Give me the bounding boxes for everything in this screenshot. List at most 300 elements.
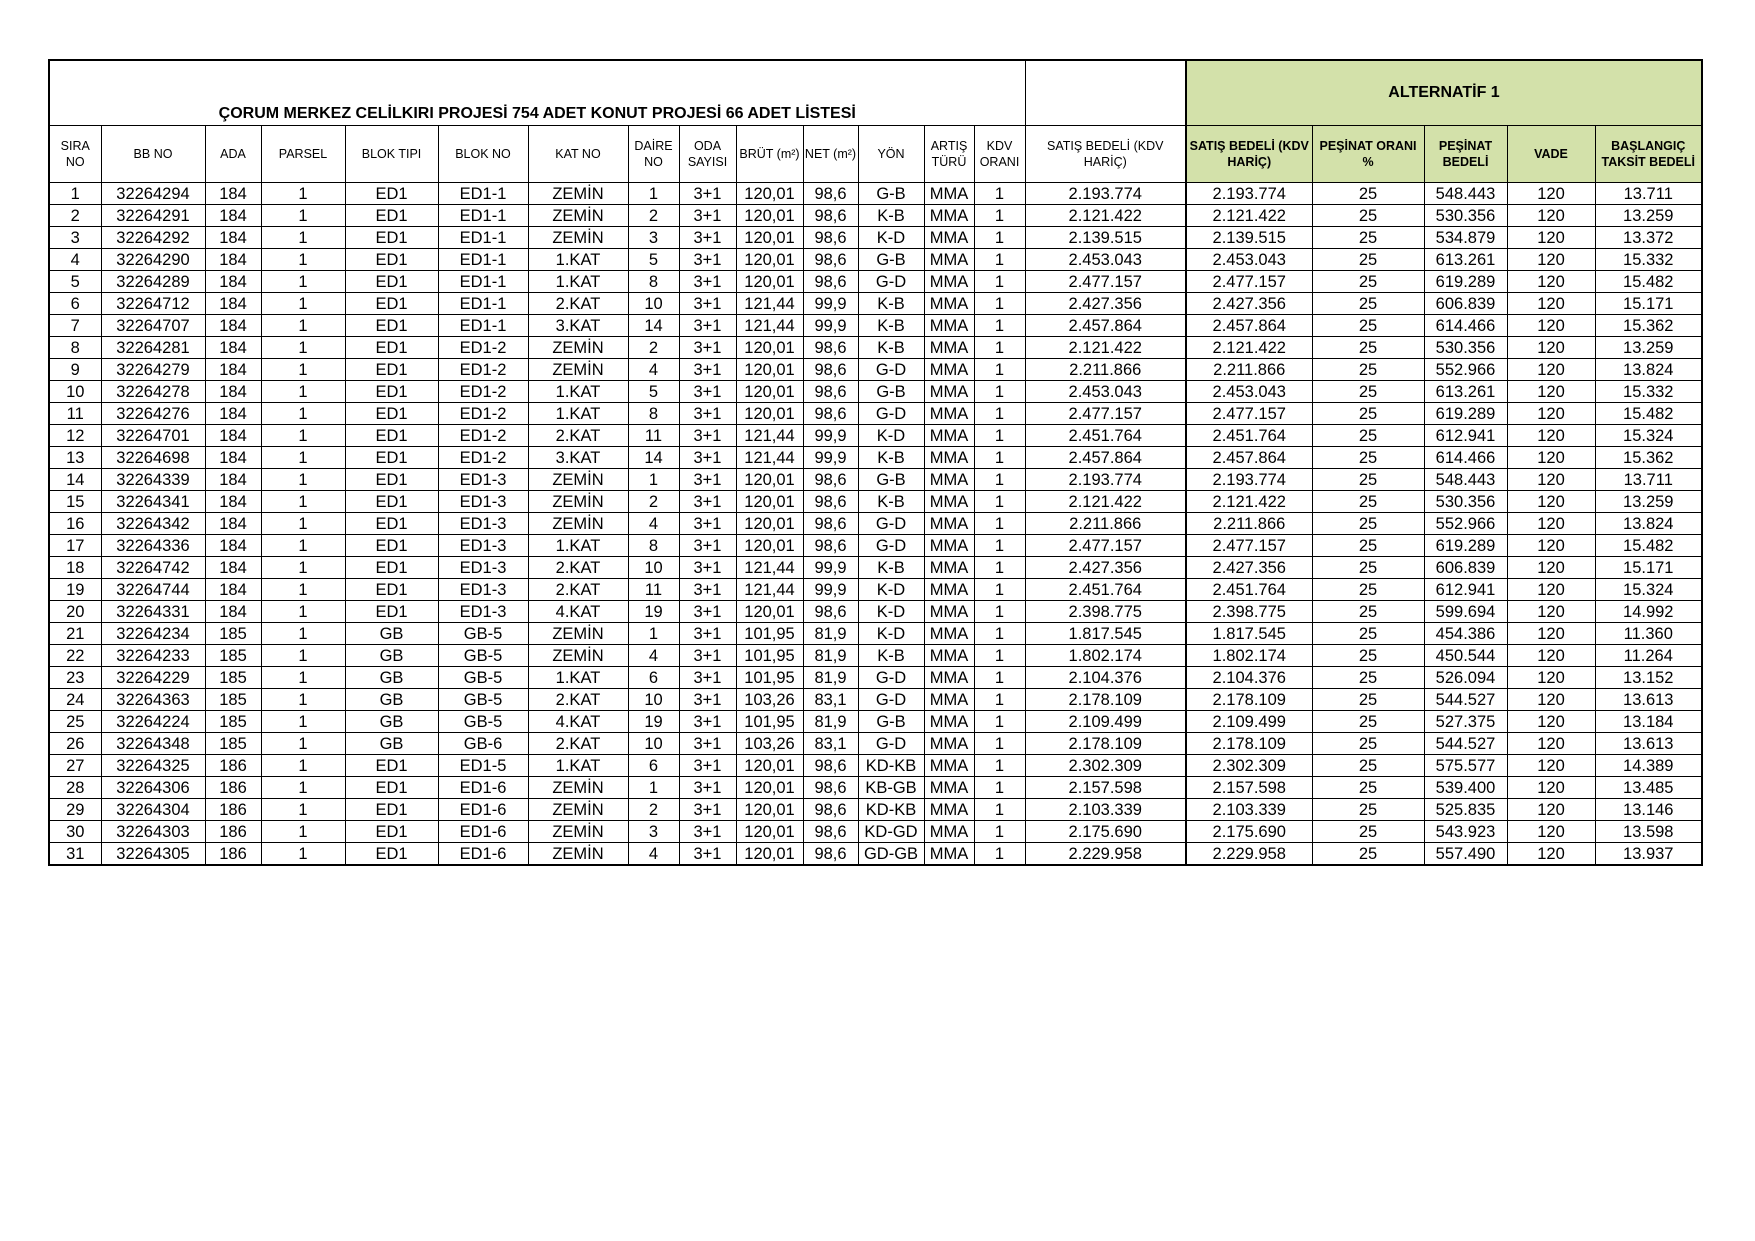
table-cell: 25 <box>1312 535 1424 557</box>
table-cell: 15.171 <box>1595 293 1702 315</box>
table-cell: 184 <box>205 579 261 601</box>
table-cell: 25 <box>1312 315 1424 337</box>
table-cell: ED1-1 <box>438 271 528 293</box>
table-cell: 185 <box>205 623 261 645</box>
table-cell: 185 <box>205 711 261 733</box>
table-cell: GB-5 <box>438 689 528 711</box>
table-cell: 1 <box>261 381 345 403</box>
table-cell: 2.KAT <box>528 425 628 447</box>
table-cell: 3.KAT <box>528 315 628 337</box>
table-cell: 25 <box>1312 403 1424 425</box>
table-cell: 5 <box>628 249 679 271</box>
table-cell: 2.178.109 <box>1025 689 1186 711</box>
table-row <box>49 667 1702 689</box>
table-cell: MMA <box>924 469 974 491</box>
table-cell: 1 <box>261 579 345 601</box>
table-cell: 3+1 <box>679 601 736 623</box>
table-cell: 15.482 <box>1595 271 1702 293</box>
table-cell: 2.477.157 <box>1025 403 1186 425</box>
table-cell: 184 <box>205 359 261 381</box>
table-cell: 184 <box>205 491 261 513</box>
table-cell: ED1 <box>345 359 438 381</box>
table-cell: 2.453.043 <box>1025 249 1186 271</box>
table-cell: 1 <box>974 667 1025 689</box>
table-cell: K-B <box>858 491 924 513</box>
table-cell: 13.485 <box>1595 777 1702 799</box>
column-header: SATIŞ BEDELİ (KDV HARİÇ) <box>1186 126 1312 183</box>
table-cell: 1 <box>974 425 1025 447</box>
table-cell: MMA <box>924 315 974 337</box>
table-cell: 186 <box>205 799 261 821</box>
table-cell: GB <box>345 667 438 689</box>
table-cell: 186 <box>205 777 261 799</box>
table-cell: 98,6 <box>803 535 858 557</box>
table-cell: 120 <box>1507 843 1595 866</box>
table-cell: ED1-6 <box>438 821 528 843</box>
table-cell: 120 <box>1507 821 1595 843</box>
table-cell: 14.992 <box>1595 601 1702 623</box>
table-cell: 2.451.764 <box>1025 579 1186 601</box>
table-cell: 101,95 <box>736 667 803 689</box>
table-cell: 32264698 <box>101 447 205 469</box>
table-cell: GB-5 <box>438 667 528 689</box>
table-cell: 2.KAT <box>528 689 628 711</box>
table-cell: 120,01 <box>736 777 803 799</box>
table-cell: 14 <box>628 447 679 469</box>
table-cell: 557.490 <box>1424 843 1507 866</box>
table-cell: 120,01 <box>736 381 803 403</box>
table-row <box>49 843 1702 866</box>
table-cell: 120,01 <box>736 799 803 821</box>
table-cell: ED1-1 <box>438 205 528 227</box>
table-cell: 1 <box>974 821 1025 843</box>
table-cell: 32264281 <box>101 337 205 359</box>
table-cell: 606.839 <box>1424 557 1507 579</box>
table-cell: 2.457.864 <box>1025 447 1186 469</box>
table-cell: ED1-2 <box>438 403 528 425</box>
table-cell: 2.109.499 <box>1025 711 1186 733</box>
table-cell: 25 <box>1312 249 1424 271</box>
table-cell: 1 <box>261 205 345 227</box>
table-cell: 184 <box>205 227 261 249</box>
table-cell: 4.KAT <box>528 711 628 733</box>
table-cell: 15.482 <box>1595 535 1702 557</box>
table-cell: 1 <box>974 249 1025 271</box>
table-cell: GB <box>345 711 438 733</box>
table-cell: 1 <box>974 579 1025 601</box>
table-cell: 1 <box>974 183 1025 205</box>
table-cell: 13.711 <box>1595 183 1702 205</box>
table-cell: 1 <box>261 535 345 557</box>
table-cell: 1 <box>261 249 345 271</box>
table-cell: 3+1 <box>679 469 736 491</box>
column-header: ODA SAYISI <box>679 126 736 183</box>
table-cell: MMA <box>924 667 974 689</box>
table-cell: 10 <box>628 733 679 755</box>
table-cell: 1 <box>261 425 345 447</box>
table-cell: 184 <box>205 513 261 535</box>
table-cell: 3 <box>49 227 101 249</box>
table-cell: K-B <box>858 293 924 315</box>
table-cell: 1 <box>261 359 345 381</box>
table-cell: 3 <box>628 227 679 249</box>
table-cell: MMA <box>924 403 974 425</box>
table-cell: 120 <box>1507 359 1595 381</box>
table-cell: 25 <box>1312 755 1424 777</box>
table-cell: MMA <box>924 557 974 579</box>
table-cell: 121,44 <box>736 425 803 447</box>
table-cell: 2.121.422 <box>1025 337 1186 359</box>
table-cell: 1 <box>628 623 679 645</box>
table-cell: 2.477.157 <box>1186 403 1312 425</box>
table-cell: 2.453.043 <box>1025 381 1186 403</box>
table-cell: 184 <box>205 381 261 403</box>
table-cell: GB <box>345 623 438 645</box>
table-cell: 120 <box>1507 799 1595 821</box>
table-cell: 1 <box>974 535 1025 557</box>
table-cell: 25 <box>1312 513 1424 535</box>
table-cell: 15 <box>49 491 101 513</box>
table-cell: 2.457.864 <box>1025 315 1186 337</box>
table-cell: 3+1 <box>679 491 736 513</box>
table-cell: ZEMİN <box>528 183 628 205</box>
table-cell: 2.178.109 <box>1025 733 1186 755</box>
table-cell: 2.427.356 <box>1186 293 1312 315</box>
table-cell: ED1-3 <box>438 513 528 535</box>
table-cell: 120,01 <box>736 271 803 293</box>
table-cell: 1 <box>628 183 679 205</box>
table-cell: 8 <box>49 337 101 359</box>
table-cell: 32264339 <box>101 469 205 491</box>
table-cell: 32264331 <box>101 601 205 623</box>
table-cell: 99,9 <box>803 293 858 315</box>
table-cell: 2.453.043 <box>1186 249 1312 271</box>
sales-list-table <box>48 59 1703 866</box>
table-row <box>49 513 1702 535</box>
table-cell: 25 <box>1312 425 1424 447</box>
table-cell: 2.229.958 <box>1186 843 1312 866</box>
column-header: SATIŞ BEDELİ (KDV HARİÇ) <box>1025 126 1186 183</box>
table-cell: 1 <box>49 183 101 205</box>
table-cell: MMA <box>924 183 974 205</box>
table-cell: 2 <box>628 337 679 359</box>
table-cell: 13.598 <box>1595 821 1702 843</box>
table-row <box>49 755 1702 777</box>
table-cell: 32264304 <box>101 799 205 821</box>
table-cell: MMA <box>924 227 974 249</box>
table-cell: 619.289 <box>1424 271 1507 293</box>
table-cell: 120 <box>1507 689 1595 711</box>
table-cell: 3+1 <box>679 183 736 205</box>
table-cell: 184 <box>205 183 261 205</box>
table-cell: ED1-1 <box>438 293 528 315</box>
table-cell: 32264229 <box>101 667 205 689</box>
table-cell: 120,01 <box>736 601 803 623</box>
table-cell: 3+1 <box>679 667 736 689</box>
table-cell: 32264341 <box>101 491 205 513</box>
table-cell: 25 <box>1312 359 1424 381</box>
table-cell: 120,01 <box>736 843 803 866</box>
table-cell: 184 <box>205 469 261 491</box>
table-cell: 25 <box>1312 293 1424 315</box>
table-cell: 101,95 <box>736 623 803 645</box>
table-cell: 83,1 <box>803 689 858 711</box>
table-cell: 1 <box>261 271 345 293</box>
table-cell: ZEMİN <box>528 513 628 535</box>
table-cell: G-D <box>858 535 924 557</box>
table-cell: 15.332 <box>1595 249 1702 271</box>
table-cell: 25 <box>1312 469 1424 491</box>
table-cell: 1 <box>974 733 1025 755</box>
table-cell: 120 <box>1507 425 1595 447</box>
table-cell: 184 <box>205 205 261 227</box>
table-cell: 2.104.376 <box>1025 667 1186 689</box>
table-cell: 2.451.764 <box>1025 425 1186 447</box>
alternative-header: ALTERNATİF 1 <box>1186 60 1702 126</box>
table-cell: ED1-1 <box>438 227 528 249</box>
table-cell: 1 <box>261 777 345 799</box>
table-cell: 25 <box>1312 689 1424 711</box>
table-cell: 32264712 <box>101 293 205 315</box>
table-cell: 1 <box>261 711 345 733</box>
table-cell: 575.577 <box>1424 755 1507 777</box>
table-cell: 120 <box>1507 579 1595 601</box>
table-cell: G-D <box>858 403 924 425</box>
table-cell: K-B <box>858 645 924 667</box>
table-cell: GB <box>345 645 438 667</box>
table-cell: 25 <box>1312 601 1424 623</box>
table-cell: 81,9 <box>803 645 858 667</box>
table-cell: 120 <box>1507 733 1595 755</box>
table-cell: 13.824 <box>1595 359 1702 381</box>
table-cell: 1 <box>261 843 345 866</box>
table-cell: 2.193.774 <box>1186 183 1312 205</box>
table-cell: ED1 <box>345 425 438 447</box>
table-cell: 121,44 <box>736 315 803 337</box>
table-cell: 3+1 <box>679 799 736 821</box>
table-cell: 15.332 <box>1595 381 1702 403</box>
table-cell: 6 <box>628 667 679 689</box>
table-cell: G-D <box>858 667 924 689</box>
table-cell: ED1 <box>345 777 438 799</box>
table-row <box>49 205 1702 227</box>
table-cell: ED1-2 <box>438 447 528 469</box>
table-cell: 1 <box>261 623 345 645</box>
table-cell: 120 <box>1507 249 1595 271</box>
table-cell: 1 <box>974 491 1025 513</box>
table-cell: 120 <box>1507 337 1595 359</box>
table-cell: 32264294 <box>101 183 205 205</box>
table-cell: 612.941 <box>1424 425 1507 447</box>
table-cell: 19 <box>49 579 101 601</box>
table-cell: 25 <box>1312 843 1424 866</box>
table-cell: 6 <box>49 293 101 315</box>
table-cell: 120,01 <box>736 359 803 381</box>
column-header: BAŞLANGIÇ TAKSİT BEDELİ <box>1595 126 1702 183</box>
table-cell: 25 <box>1312 711 1424 733</box>
table-cell: 98,6 <box>803 249 858 271</box>
table-cell: K-B <box>858 557 924 579</box>
table-cell: 120 <box>1507 293 1595 315</box>
table-cell: 1 <box>974 293 1025 315</box>
table-row <box>49 711 1702 733</box>
table-cell: 25 <box>1312 183 1424 205</box>
table-cell: ED1-3 <box>438 601 528 623</box>
table-cell: 103,26 <box>736 733 803 755</box>
table-cell: 614.466 <box>1424 315 1507 337</box>
table-cell: 2.178.109 <box>1186 733 1312 755</box>
table-cell: 2.KAT <box>528 733 628 755</box>
column-header: DAİRE NO <box>628 126 679 183</box>
table-cell: 15.362 <box>1595 447 1702 469</box>
table-cell: 98,6 <box>803 755 858 777</box>
table-cell: G-B <box>858 469 924 491</box>
table-cell: 32264276 <box>101 403 205 425</box>
table-cell: 20 <box>49 601 101 623</box>
table-cell: 3+1 <box>679 403 736 425</box>
table-cell: 2.KAT <box>528 293 628 315</box>
table-cell: ED1 <box>345 799 438 821</box>
table-row <box>49 689 1702 711</box>
table-cell: 186 <box>205 843 261 866</box>
table-cell: 98,6 <box>803 359 858 381</box>
table-cell: ED1 <box>345 337 438 359</box>
title-spacer-cell <box>1025 60 1186 126</box>
table-cell: 13.824 <box>1595 513 1702 535</box>
table-cell: 2 <box>628 205 679 227</box>
table-cell: 525.835 <box>1424 799 1507 821</box>
table-cell: 3+1 <box>679 755 736 777</box>
column-header: PEŞİNAT ORANI % <box>1312 126 1424 183</box>
table-cell: 3+1 <box>679 645 736 667</box>
table-cell: 1.802.174 <box>1025 645 1186 667</box>
table-cell: 2.211.866 <box>1186 359 1312 381</box>
table-cell: 120,01 <box>736 469 803 491</box>
table-cell: 1 <box>974 777 1025 799</box>
table-cell: 2.193.774 <box>1025 183 1186 205</box>
table-cell: 25 <box>1312 821 1424 843</box>
column-header: ARTIŞ TÜRÜ <box>924 126 974 183</box>
table-cell: 32264325 <box>101 755 205 777</box>
table-cell: 120,01 <box>736 183 803 205</box>
table-cell: 25 <box>1312 271 1424 293</box>
table-cell: MMA <box>924 381 974 403</box>
table-cell: ZEMİN <box>528 337 628 359</box>
table-cell: 185 <box>205 667 261 689</box>
table-cell: 14 <box>49 469 101 491</box>
table-cell: 98,6 <box>803 821 858 843</box>
table-cell: 120 <box>1507 711 1595 733</box>
table-cell: 25 <box>1312 645 1424 667</box>
table-cell: 4 <box>628 843 679 866</box>
table-cell: K-D <box>858 425 924 447</box>
table-cell: 1 <box>628 777 679 799</box>
table-cell: 120 <box>1507 469 1595 491</box>
table-cell: K-B <box>858 205 924 227</box>
table-row <box>49 799 1702 821</box>
table-cell: 3+1 <box>679 821 736 843</box>
table-cell: 2.193.774 <box>1025 469 1186 491</box>
table-cell: 24 <box>49 689 101 711</box>
table-cell: 1.KAT <box>528 249 628 271</box>
table-cell: G-B <box>858 381 924 403</box>
table-cell: 15.362 <box>1595 315 1702 337</box>
table-cell: 530.356 <box>1424 337 1507 359</box>
table-cell: 1.817.545 <box>1025 623 1186 645</box>
table-cell: 2.175.690 <box>1186 821 1312 843</box>
table-row <box>49 425 1702 447</box>
table-cell: ZEMİN <box>528 205 628 227</box>
table-cell: ED1 <box>345 227 438 249</box>
table-cell: 186 <box>205 821 261 843</box>
table-cell: 13.184 <box>1595 711 1702 733</box>
table-cell: 1 <box>261 601 345 623</box>
table-cell: 25 <box>1312 491 1424 513</box>
table-cell: 1 <box>974 843 1025 866</box>
table-cell: 2.103.339 <box>1186 799 1312 821</box>
table-cell: MMA <box>924 623 974 645</box>
table-cell: GB <box>345 733 438 755</box>
table-cell: 7 <box>49 315 101 337</box>
table-cell: 1 <box>974 755 1025 777</box>
table-cell: 120 <box>1507 535 1595 557</box>
table-cell: 4 <box>628 645 679 667</box>
table-cell: ED1-3 <box>438 491 528 513</box>
table-row <box>49 491 1702 513</box>
table-cell: 6 <box>628 755 679 777</box>
table-cell: 120 <box>1507 623 1595 645</box>
table-cell: 81,9 <box>803 667 858 689</box>
table-cell: 1 <box>261 557 345 579</box>
table-cell: 4 <box>628 513 679 535</box>
table-cell: 1 <box>261 491 345 513</box>
table-cell: 1 <box>974 205 1025 227</box>
table-cell: 3+1 <box>679 689 736 711</box>
table-cell: ED1 <box>345 821 438 843</box>
table-cell: 3+1 <box>679 315 736 337</box>
table-cell: 13.937 <box>1595 843 1702 866</box>
table-cell: 3+1 <box>679 425 736 447</box>
table-cell: 32264306 <box>101 777 205 799</box>
table-row <box>49 645 1702 667</box>
table-cell: 2.139.515 <box>1025 227 1186 249</box>
table-cell: MMA <box>924 447 974 469</box>
table-cell: ED1-3 <box>438 579 528 601</box>
table-cell: 1 <box>974 689 1025 711</box>
table-cell: G-B <box>858 183 924 205</box>
table-cell: G-D <box>858 689 924 711</box>
table-cell: 2.451.764 <box>1186 425 1312 447</box>
table-cell: 1 <box>974 227 1025 249</box>
table-cell: K-D <box>858 601 924 623</box>
table-cell: GB <box>345 689 438 711</box>
table-cell: 99,9 <box>803 315 858 337</box>
table-cell: 530.356 <box>1424 205 1507 227</box>
table-cell: 14 <box>628 315 679 337</box>
table-cell: 120 <box>1507 645 1595 667</box>
table-cell: ED1 <box>345 271 438 293</box>
table-cell: 16 <box>49 513 101 535</box>
table-cell: MMA <box>924 645 974 667</box>
table-cell: 2.157.598 <box>1025 777 1186 799</box>
table-cell: 1.KAT <box>528 381 628 403</box>
table-cell: 25 <box>1312 447 1424 469</box>
column-header: YÖN <box>858 126 924 183</box>
table-cell: 527.375 <box>1424 711 1507 733</box>
table-cell: GB-6 <box>438 733 528 755</box>
table-cell: 526.094 <box>1424 667 1507 689</box>
table-cell: 2.477.157 <box>1025 535 1186 557</box>
